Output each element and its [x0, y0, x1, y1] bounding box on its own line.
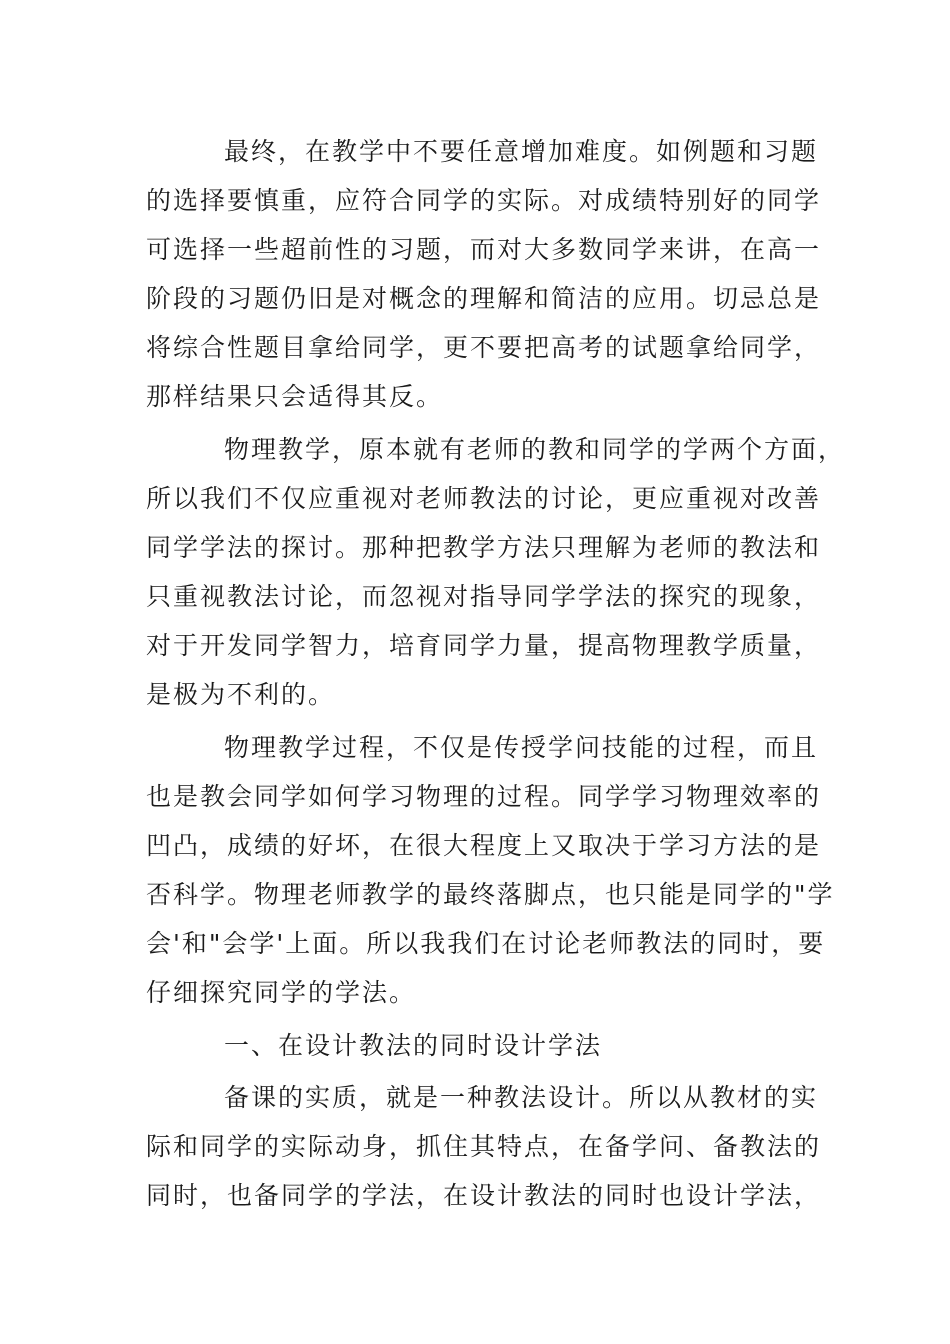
paragraph-3-line-4: 否科学。物理老师教学的最终落脚点，也只能是同学的"学 [146, 880, 835, 909]
paragraph-2-line-3: 同学学法的探讨。那种把教学方法只理解为老师的教法和 [146, 533, 822, 562]
section-heading: 一、在设计教法的同时设计学法 [224, 1031, 603, 1060]
paragraph-4-line-2: 际和同学的实际动身，抓住其特点，在备学问、备教法的 [146, 1132, 822, 1161]
paragraph-2-line-5: 对于开发同学智力，培育同学力量，提高物理教学质量， [146, 631, 822, 660]
paragraph-1-line-1: 最终，在教学中不要任意增加难度。如例题和习题 [224, 137, 819, 166]
paragraph-3-line-2: 也是教会同学如何学习物理的过程。同学学习物理效率的 [146, 782, 822, 811]
paragraph-2-line-2: 所以我们不仅应重视对老师教法的讨论，更应重视对改善 [146, 484, 822, 513]
paragraph-4-line-1: 备课的实质，就是一种教法设计。所以从教材的实 [224, 1083, 819, 1112]
paragraph-1-line-4: 阶段的习题仍旧是对概念的理解和简洁的应用。切忌总是 [146, 284, 822, 313]
paragraph-3-line-1: 物理教学过程，不仅是传授学问技能的过程，而且 [224, 733, 819, 762]
paragraph-1-line-5: 将综合性题目拿给同学，更不要把高考的试题拿给同学， [146, 333, 822, 362]
paragraph-3-line-5: 会'和"会学'上面。所以我我们在讨论老师教法的同时，要 [146, 929, 826, 958]
paragraph-1-line-3: 可选择一些超前性的习题，而对大多数同学来讲，在高一 [146, 235, 822, 264]
paragraph-2-line-1: 物理教学，原本就有老师的教和同学的学两个方面， [224, 435, 846, 464]
paragraph-4-line-3: 同时，也备同学的学法，在设计教法的同时也设计学法， [146, 1181, 822, 1210]
paragraph-3-line-6: 仔细探究同学的学法。 [146, 978, 417, 1007]
paragraph-1-line-2: 的选择要慎重，应符合同学的实际。对成绩特别好的同学 [146, 186, 822, 215]
paragraph-3-line-3: 凹凸，成绩的好坏，在很大程度上又取决于学习方法的是 [146, 831, 822, 860]
paragraph-2-line-4: 只重视教法讨论，而忽视对指导同学学法的探究的现象， [146, 582, 822, 611]
paragraph-2-line-6: 是极为不利的。 [146, 680, 336, 709]
paragraph-1-line-6: 那样结果只会适得其反。 [146, 382, 444, 411]
